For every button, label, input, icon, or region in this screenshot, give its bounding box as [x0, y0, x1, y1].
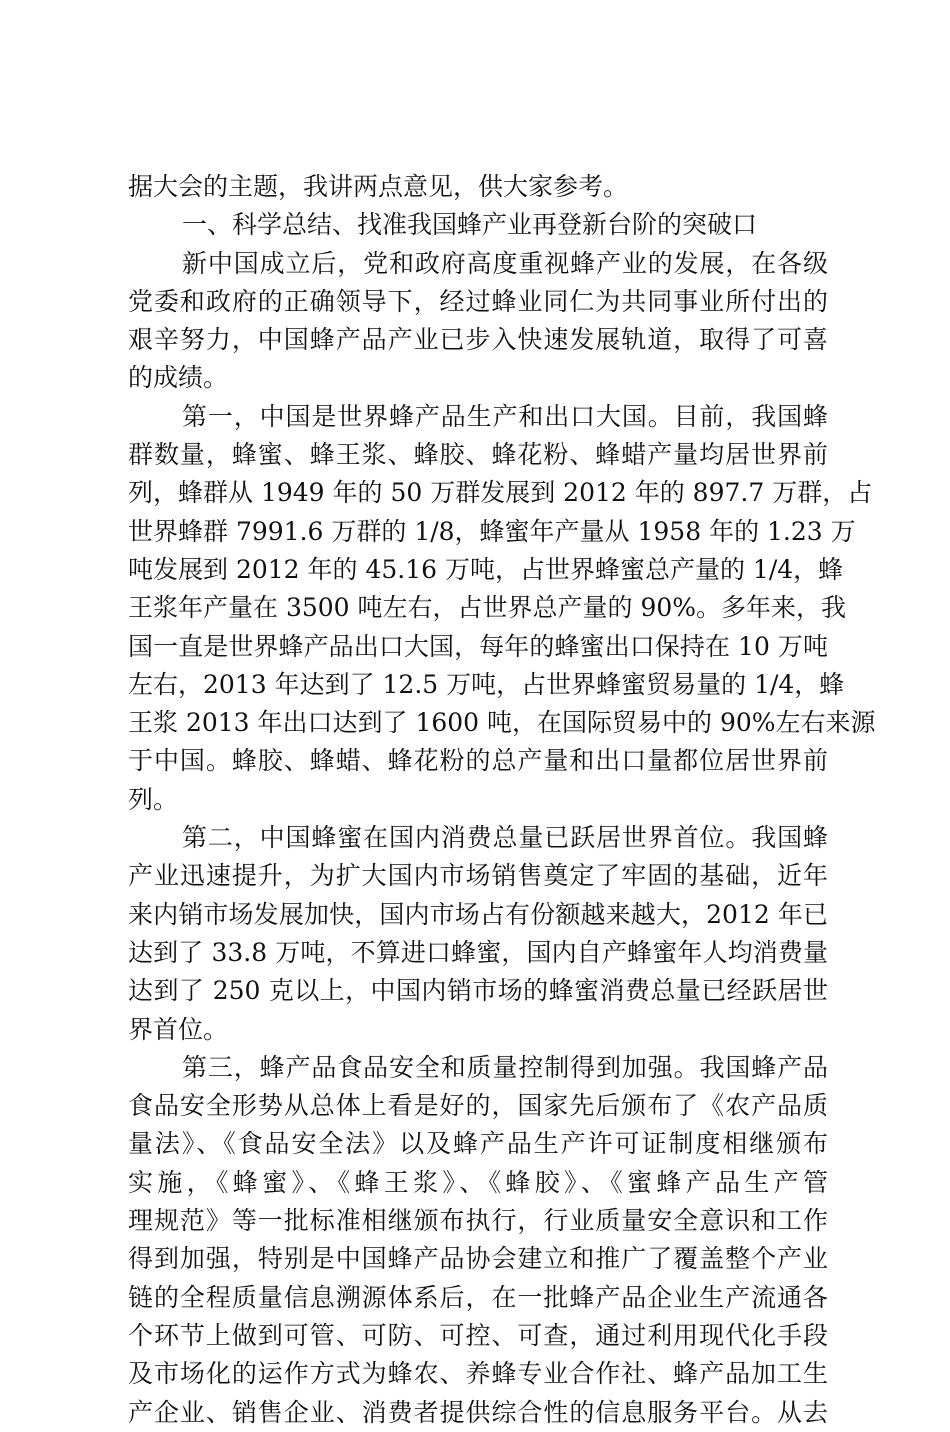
text-line: 王浆 2013 年出口达到了 1600 吨，在国际贸易中的 90%左右来源 [128, 708, 876, 738]
text-line: 达到了 33.8 万吨，不算进口蜂蜜，国内自产蜂蜜年人均消费量 [128, 937, 828, 967]
text-line: 一、科学总结、找准我国蜂产业再登新台阶的突破口 [182, 210, 758, 240]
text-line: 列。 [128, 784, 179, 814]
text-line: 得到加强，特别是中国蜂产品协会建立和推广了覆盖整个产业 [128, 1244, 828, 1274]
document-body [128, 168, 876, 1432]
text-line: 第二，中国蜂蜜在国内消费总量已跃居世界首位。我国蜂 [182, 823, 828, 853]
text-line: 新中国成立后，党和政府高度重视蜂产业的发展，在各级 [182, 248, 828, 278]
text-line: 列，蜂群从 1949 年的 50 万群发展到 2012 年的 897.7 万群，占 [128, 478, 873, 508]
text-line: 个环节上做到可管、可防、可控、可查，通过利用现代化手段 [128, 1320, 828, 1350]
text-line: 党委和政府的正确领导下，经过蜂业同仁为共同事业所付出的 [128, 286, 828, 316]
text-line: 来内销市场发展加快，国内市场占有份额越来越大，2012 年已 [128, 899, 828, 929]
text-line: 于中国。蜂胶、蜂蜡、蜂花粉的总产量和出口量都位居世界前 [128, 746, 828, 776]
text-line: 据大会的主题，我讲两点意见，供大家参考。 [128, 172, 629, 201]
text-line: 达到了 250 克以上，中国内销市场的蜂蜜消费总量已经跃居世 [128, 976, 828, 1006]
text-line: 理规范》等一批标准相继颁布执行，行业质量安全意识和工作 [128, 1206, 828, 1236]
text-line: 左右，2013 年达到了 12.5 万吨，占世界蜂蜜贸易量的 1/4，蜂 [128, 669, 845, 699]
text-line: 界首位。 [128, 1014, 229, 1044]
text-line: 艰辛努力，中国蜂产品产业已步入快速发展轨道，取得了可喜 [128, 325, 828, 355]
text-line: 世界蜂群 7991.6 万群的 1/8，蜂蜜年产量从 1958 年的 1.23 万 [128, 516, 856, 546]
text-line: 实施，《蜂蜜》、《蜂王浆》、《蜂胶》、《蜜蜂产品生产管 [128, 1167, 828, 1197]
text-line: 王浆年产量在 3500 吨左右，占世界总产量的 90%。多年来，我 [128, 593, 847, 623]
text-line: 第三，蜂产品食品安全和质量控制得到加强。我国蜂产品 [182, 1052, 828, 1082]
text-line: 产业迅速提升，为扩大国内市场销售奠定了牢固的基础，近年 [128, 861, 828, 891]
text-line: 第一，中国是世界蜂产品生产和出口大国。目前，我国蜂 [182, 401, 828, 431]
text-line: 群数量，蜂蜜、蜂王浆、蜂胶、蜂花粉、蜂蜡产量均居世界前 [128, 440, 828, 470]
text-line: 食品安全形势从总体上看是好的，国家先后颁布了《农产品质 [128, 1091, 828, 1121]
text-line: 产企业、销售企业、消费者提供综合性的信息服务平台。从去 [128, 1397, 828, 1427]
text-line: 的成绩。 [128, 363, 229, 393]
text-line: 量法》、《食品安全法》以及蜂产品生产许可证制度相继颁布 [128, 1129, 828, 1159]
text-line: 吨发展到 2012 年的 45.16 万吨，占世界蜂蜜总产量的 1/4，蜂 [128, 554, 844, 584]
text-line: 国一直是世界蜂产品出口大国，每年的蜂蜜出口保持在 10 万吨 [128, 631, 828, 661]
text-line: 链的全程质量信息溯源体系后，在一批蜂产品企业生产流通各 [128, 1282, 828, 1312]
text-line: 及市场化的运作方式为蜂农、养蜂专业合作社、蜂产品加工生 [128, 1359, 828, 1389]
